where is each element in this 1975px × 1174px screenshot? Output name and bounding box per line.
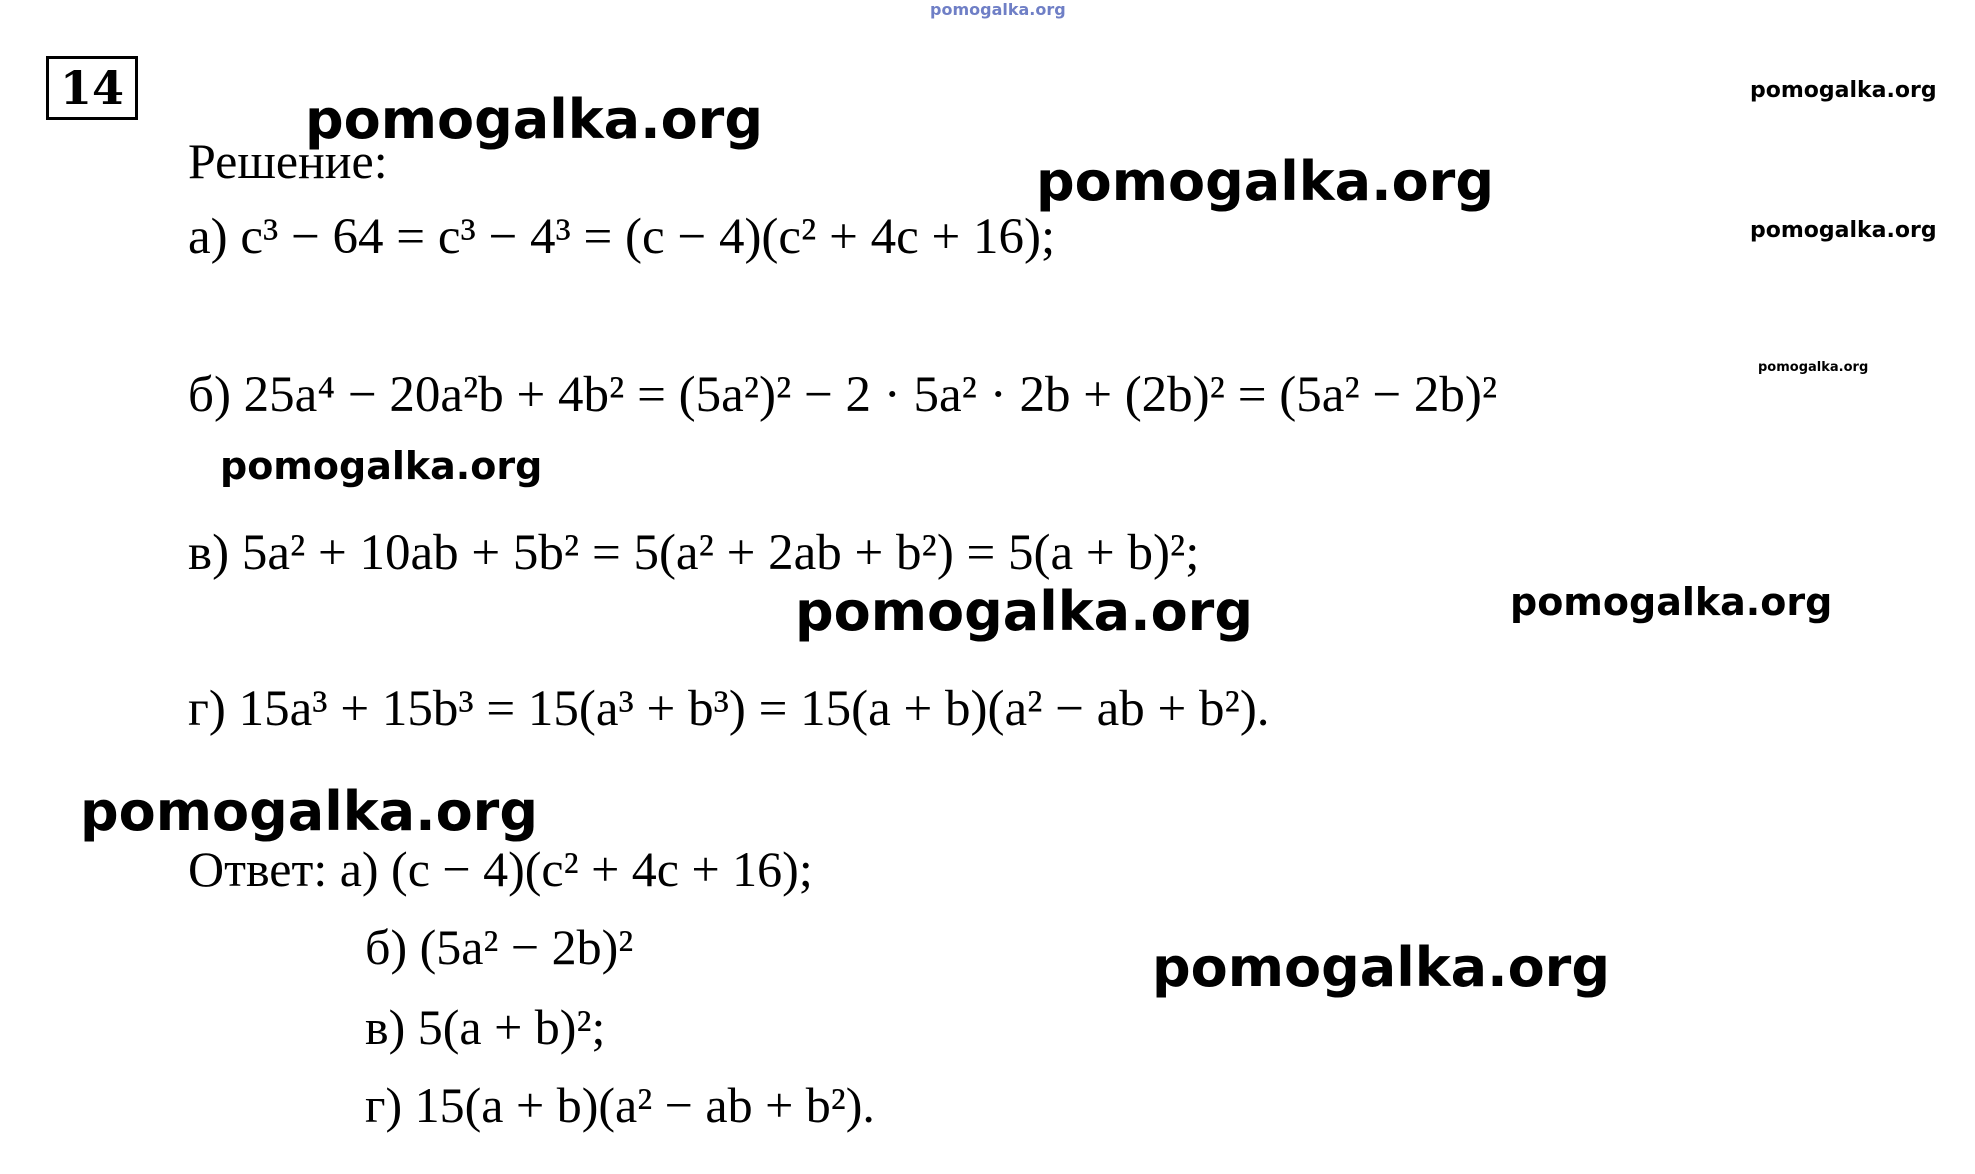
watermark: pomogalka.org bbox=[1510, 580, 1833, 624]
watermark: pomogalka.org bbox=[1152, 936, 1610, 999]
answer-line-b: б) (5a² − 2b)² bbox=[365, 919, 634, 975]
watermark-top: pomogalka.org bbox=[930, 0, 1066, 19]
watermark: pomogalka.org bbox=[1750, 78, 1937, 103]
solution-line-b: б) 25a⁴ − 20a²b + 4b² = (5a²)² − 2 · 5a² · 2b + (2b)² = (5a² − 2b)² bbox=[188, 367, 1498, 423]
watermark: pomogalka.org bbox=[1758, 360, 1869, 375]
watermark: pomogalka.org bbox=[220, 444, 543, 488]
watermark: pomogalka.org bbox=[1036, 150, 1494, 213]
solution-line-g: г) 15a³ + 15b³ = 15(a³ + b³) = 15(a + b)(a² − ab + b²). bbox=[188, 681, 1270, 737]
watermark: pomogalka.org bbox=[1750, 218, 1937, 243]
problem-number: 14 bbox=[46, 56, 138, 120]
answer-line-g: г) 15(a + b)(a² − ab + b²). bbox=[365, 1077, 875, 1133]
answer-line-a: Ответ: а) (c − 4)(c² + 4c + 16); bbox=[188, 841, 813, 897]
watermark: pomogalka.org bbox=[305, 88, 763, 151]
answer-line-v: в) 5(a + b)²; bbox=[365, 999, 606, 1055]
solution-heading: Решение: bbox=[188, 133, 388, 189]
watermark: pomogalka.org bbox=[795, 580, 1253, 643]
watermark: pomogalka.org bbox=[80, 780, 538, 843]
solution-line-v: в) 5a² + 10ab + 5b² = 5(a² + 2ab + b²) = 5(a + b)²; bbox=[188, 525, 1200, 581]
solution-line-a: а) c³ − 64 = c³ − 4³ = (c − 4)(c² + 4c + 16); bbox=[188, 209, 1056, 265]
